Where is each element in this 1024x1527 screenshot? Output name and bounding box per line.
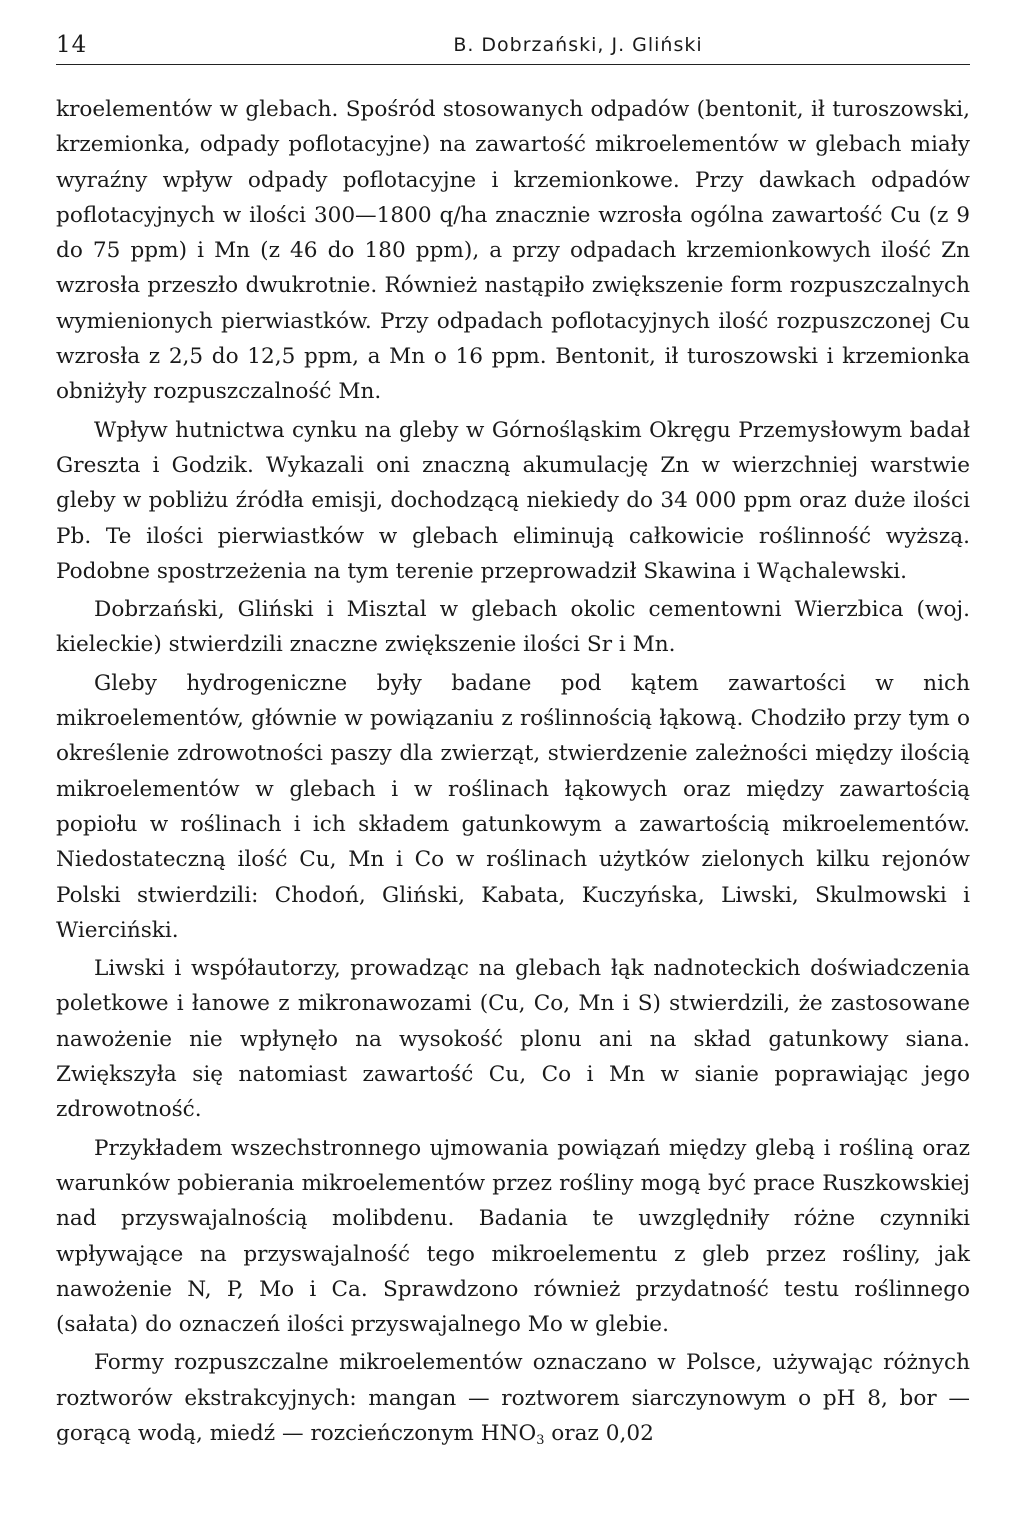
paragraph: Gleby hydrogeniczne były badane pod kątem zawartości w nich mikroelementów, głównie w powiązaniu z roślinnością łąkową. Chodziło przy tym o określenie zdrowotności paszy dla zwierząt, stwierdzenie zależności między ilością mikroelementów w glebach i w roślinach łąkowych oraz między zawartością popiołu w roślinach i ich składem gatunkowym a zawartością mikroelementów. Niedostateczną ilość Cu, Mn i Co w roślinach użytków zielonych kilku rejonów Polski stwierdzili: Chodoń, Gliński, Kabata, Kuczyńska, Liwski, Skulmowski i Wierciński.	[56, 670, 970, 943]
paragraph: Przykładem wszechstronnego ujmowania powiązań między glebą i rośliną oraz warunków pobierania mikroelementów przez rośliny mogą być prace Ruszkowskiej nad przyswajalnością molibdenu. Badania te uwzględniły różne czynniki wpływające na przyswajalność tego mikroelementu z gleb przez rośliny, jak nawożenie N, P, Mo i Ca. Sprawdzono również przydatność testu roślinnego (sałata) do oznaczeń ilości przyswajalnego Mo w glebie.	[56, 1135, 970, 1338]
page-header	[56, 30, 970, 65]
paragraph: Liwski i współautorzy, prowadząc na glebach łąk nadnoteckich doświadczenia poletkowe i łanowe z mikronawozami (Cu, Co, Mn i S) stwierdzili, że zastosowane nawożenie nie wpłynęło na wysokość plonu ani na skład gatunkowy siana. Zwiększyła się natomiast zawartość Cu, Co i Mn w sianie poprawiając jego zdrowotność.	[56, 956, 970, 1123]
paragraph: kroelementów w glebach. Spośród stosowanych odpadów (bentonit, ił turoszowski, krzemionka, odpady poflotacyjne) na zawartość mikroelementów w glebach miały wyraźny wpływ odpady poflotacyjne i krzemionkowe. Przy dawkach odpadów poflotacyjnych w ilości 300—1800 q/ha znacznie wzrosła ogólna zawartość Cu (z 9 do 75 ppm) i Mn (z 46 do 180 ppm), a przy odpadach krzemionkowych ilość Zn wzrosła przeszło dwukrotnie. Również nastąpiło zwiększenie form rozpuszczalnych wymienionych pierwiastków. Przy odpadach poflotacyjnych ilość rozpuszczonej Cu wzrosła z 2,5 do 12,5 ppm, a Mn o 16 ppm. Bentonit, ił turoszowski i krzemionka obniżyły rozpuszczalność Mn.	[56, 97, 970, 405]
paragraph: Wpływ hutnictwa cynku na gleby w Górnośląskim Okręgu Przemysłowym badał Greszta i Godzik. Wykazali oni znaczną akumulację Zn w wierzchniej warstwie gleby w pobliżu źródła emisji, dochodzącą niekiedy do 34 000 ppm oraz duże ilości Pb. Te ilości pierwiastków w glebach eliminują całkowicie roślinność wyższą. Podobne spostrzeżenia na tym terenie przeprowadził Skawina i Wąchalewski.	[56, 417, 970, 584]
page-number: 14	[56, 32, 88, 58]
running-head: B. Dobrzański, J. Gliński	[453, 34, 703, 56]
paragraph: Dobrzański, Gliński i Misztal w glebach okolic cementowni Wierzbica (woj. kieleckie) stwierdzili znaczne zwiększenie ilości Sr i Mn.	[56, 597, 970, 658]
paragraph-text: Formy rozpuszczalne mikroelementów oznaczano w Polsce, używając różnych roztworów ekstrakcyjnych: mangan — roztworem siarczynowym o pH 8, bor — gorącą wodą, miedź — rozcieńczonym HNO	[56, 1350, 970, 1446]
body-text	[56, 92, 970, 1451]
paragraph-last	[56, 1345, 970, 1451]
subscript: 3	[536, 1432, 545, 1448]
paragraph-tail: oraz 0,02	[544, 1420, 654, 1446]
